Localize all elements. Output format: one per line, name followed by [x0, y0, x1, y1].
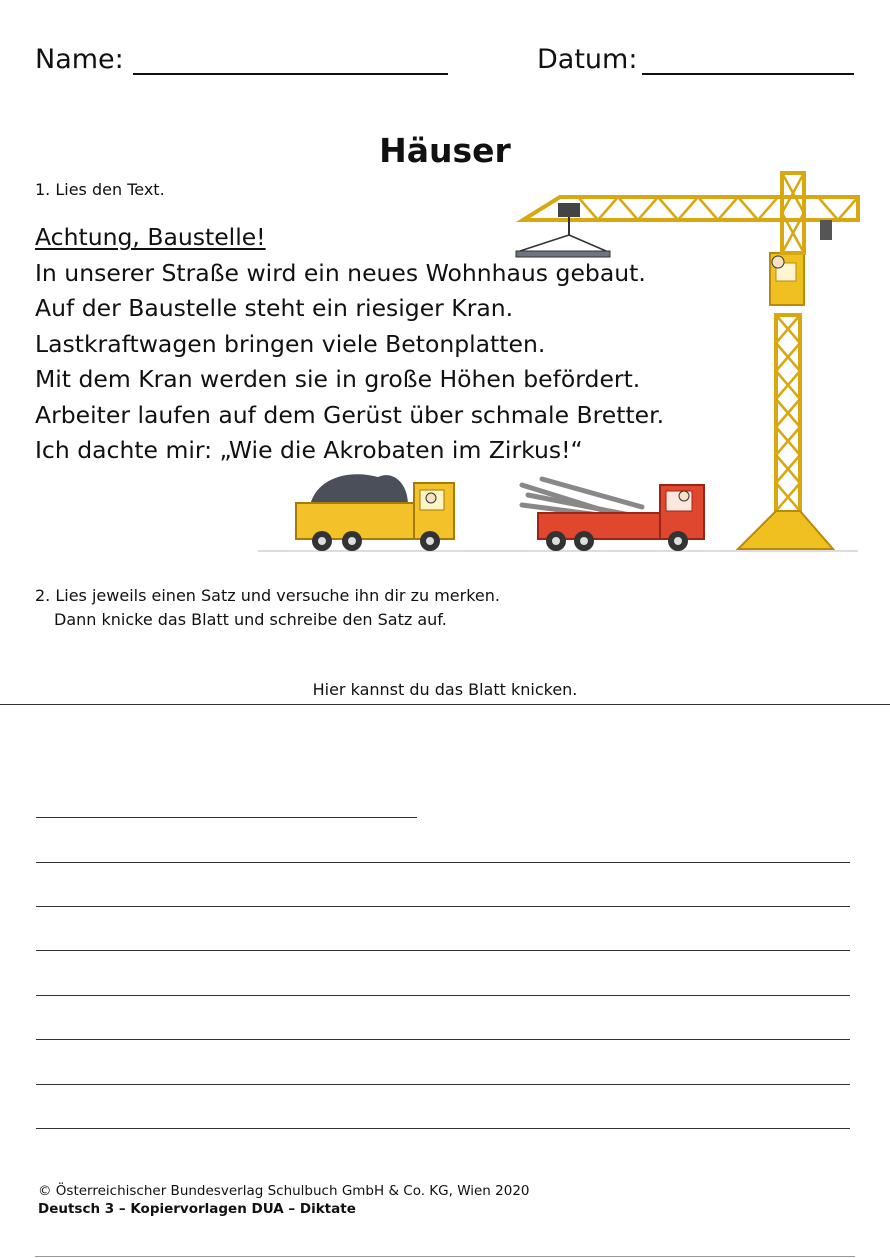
writing-line[interactable] — [36, 950, 850, 951]
task-2-instruction-cont: Dann knicke das Blatt und schreibe den Satz auf. — [54, 610, 447, 629]
red-truck-icon — [522, 479, 704, 551]
writing-line[interactable] — [36, 862, 850, 863]
task-2-instruction: 2. Lies jeweils einen Satz und versuche ihn dir zu merken. — [35, 586, 500, 605]
story-line: Arbeiter laufen auf dem Gerüst über schmale Bretter. — [35, 400, 665, 429]
bottom-rule — [35, 1256, 855, 1257]
story-line: In unserer Straße wird ein neues Wohnhaus gebaut. — [35, 258, 646, 287]
task-1-instruction: 1. Lies den Text. — [35, 180, 165, 199]
name-field-line[interactable] — [133, 73, 448, 75]
footer-copyright: © Österreichischer Bundesverlag Schulbuch GmbH & Co. KG, Wien 2020 — [38, 1183, 530, 1199]
yellow-truck-icon — [296, 474, 454, 551]
writing-line[interactable] — [36, 995, 850, 996]
fold-line — [0, 704, 890, 705]
fold-hint: Hier kannst du das Blatt knicken. — [312, 680, 578, 699]
footer-series: Deutsch 3 – Kopiervorlagen DUA – Diktate — [38, 1201, 356, 1217]
writing-line[interactable] — [36, 1084, 850, 1085]
story-line: Auf der Baustelle steht ein riesiger Kran. — [35, 294, 514, 322]
writing-line[interactable] — [36, 1128, 850, 1129]
page-title: Häuser — [379, 131, 511, 170]
story-line: Mit dem Kran werden sie in große Höhen befördert. — [35, 365, 641, 393]
story-line: Ich dachte mir: „Wie die Akrobaten im Zirkus!“ — [35, 436, 583, 464]
writing-line[interactable] — [36, 1039, 850, 1040]
date-label: Datum: — [537, 44, 638, 75]
story-text — [35, 220, 664, 469]
writing-line[interactable] — [36, 817, 417, 818]
crane-operator — [772, 256, 784, 268]
date-field-line[interactable] — [642, 73, 854, 75]
story-line: Lastkraftwagen bringen viele Betonplatten. — [35, 329, 546, 358]
name-label: Name: — [35, 44, 124, 75]
story-heading: Achtung, Baustelle! — [35, 223, 266, 251]
writing-line[interactable] — [36, 906, 850, 907]
